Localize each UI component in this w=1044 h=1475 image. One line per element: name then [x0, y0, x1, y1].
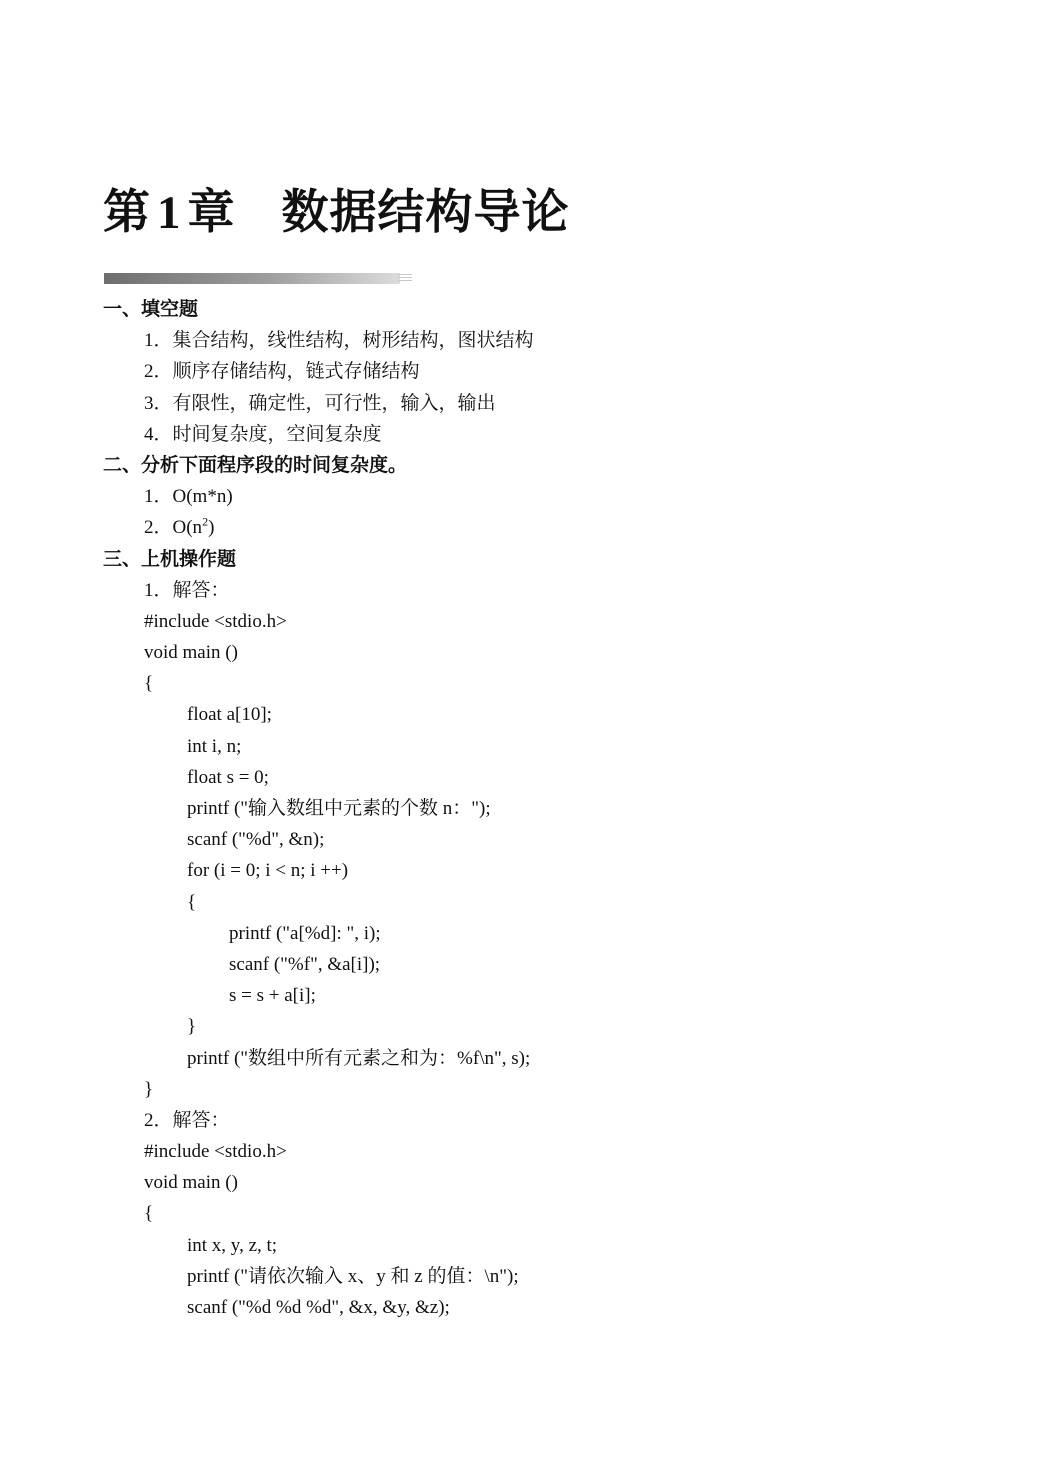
code-line: s = s + a[i];	[229, 985, 316, 1007]
chapter-prefix: 第	[103, 185, 151, 240]
code-line: printf ("输入数组中元素的个数 n：");	[187, 798, 491, 819]
code-line: scanf ("%d %d %d", &x, &y, &z);	[187, 1297, 450, 1318]
code-line: }	[187, 1016, 197, 1038]
chapter-suffix: 章	[187, 185, 236, 240]
code-line: #include <stdio.h>	[144, 610, 287, 632]
code-line: }	[144, 1078, 154, 1100]
code-block-2	[0, 1136, 1044, 1323]
code-line: for (i = 0; i < n; i ++)	[187, 860, 349, 882]
code-line: {	[187, 891, 197, 913]
code-line: void main ()	[144, 1172, 238, 1194]
chapter-content	[0, 294, 1044, 1323]
answer-1-label: 1．解答：	[144, 579, 230, 601]
code-line: printf ("请依次输入 x、y 和 z 的值：\n");	[187, 1265, 519, 1287]
complexity-answer-2-suffix: )	[208, 517, 215, 539]
code-line: {	[144, 1203, 154, 1225]
code-line: #include <stdio.h>	[144, 1141, 287, 1163]
code-line: float a[10];	[187, 704, 272, 726]
title-gradient-rule	[104, 273, 400, 284]
complexity-answer-1: 1．O(m*n)	[144, 486, 233, 508]
chapter-name: 数据结构导论	[281, 185, 570, 240]
code-line: printf ("a[%d]: ", i);	[229, 922, 381, 944]
section-heading-lab: 三、上机操作题	[103, 547, 237, 570]
code-line: scanf ("%d", &n);	[187, 829, 325, 851]
code-line: float s = 0;	[187, 766, 269, 788]
code-line: int x, y, z, t;	[187, 1234, 278, 1256]
code-line: void main ()	[144, 642, 238, 664]
section-heading-complexity: 二、分析下面程序段的时间复杂度。	[103, 453, 408, 476]
exponent: 2	[202, 514, 209, 529]
code-line: {	[144, 673, 154, 695]
title-rule-tail	[398, 274, 412, 283]
chapter-number: 1	[157, 187, 182, 239]
code-line: printf ("数组中所有元素之和为：%f\n", s);	[187, 1047, 531, 1069]
complexity-answer-2-prefix: 2．O(n	[144, 517, 203, 539]
complexity-answer-2	[0, 512, 1044, 543]
chapter-title	[103, 178, 570, 248]
section-heading-fill-blank: 一、填空题	[103, 298, 199, 320]
answer-item-4: 4．时间复杂度，空间复杂度	[144, 423, 382, 445]
answer-item-1: 1．集合结构，线性结构，树形结构，图状结构	[144, 330, 534, 352]
answer-item-3: 3．有限性，确定性，可行性，输入，输出	[144, 392, 496, 414]
code-line: int i, n;	[187, 735, 242, 757]
code-block-1	[0, 606, 1044, 1105]
answer-2-label: 2．解答：	[144, 1109, 230, 1131]
answer-item-2: 2．顺序存储结构，链式存储结构	[144, 361, 420, 383]
code-line: scanf ("%f", &a[i]);	[229, 953, 381, 975]
